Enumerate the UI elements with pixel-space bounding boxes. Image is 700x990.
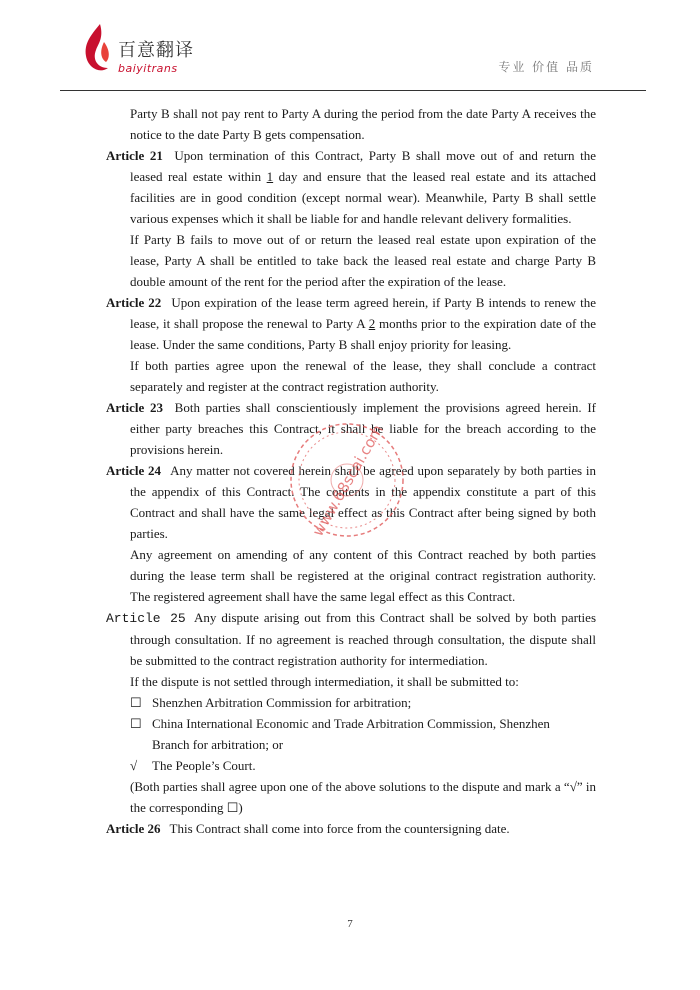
- article-text: Any matter not covered herein shall be agreed upon separately by both parties in the appendix of this Contract. The contents in the appendix constitute a part of this Contract and shall have the same legal effect as this Contract after being signed by both parties.: [130, 463, 596, 541]
- page-number: 7: [347, 918, 353, 930]
- option-peoples-court: [106, 755, 596, 776]
- article-label: Article 25: [106, 611, 186, 626]
- baiyi-logo: [80, 22, 210, 78]
- article-text: Both parties shall conscientiously implement the provisions agreed herein. If either party breaches this Contract, it shall be liable for the breach according to the provisions herein.: [130, 400, 596, 457]
- article-22: [106, 292, 596, 355]
- header-tagline: 专业 价值 品质: [498, 60, 594, 74]
- paragraph: Party B shall not pay rent to Party A during the period from the date Party A receives the notice to the date Party B gets compensation.: [130, 106, 596, 142]
- article-text: Upon termination of this Contract, Party B shall move out of and return the leased real estate within: [130, 148, 596, 184]
- page-header: [0, 0, 700, 92]
- article-text: months prior to the expiration date of the lease. Under the same conditions, Party B shall enjoy priority for leasing.: [130, 316, 597, 352]
- article-text: day and ensure that the leased real estate and its attached facilities are in good condition (except normal wear). Meanwhile, Party B shall settle various expenses which it shall be liable for and handle relevant delivery formalities.: [130, 169, 596, 226]
- article-label: Article 21: [106, 148, 163, 163]
- checkbox-empty-icon: ☐: [130, 695, 142, 710]
- article-25: [106, 607, 596, 671]
- article-label: Article 22: [106, 295, 162, 310]
- paragraph: If the dispute is not settled through intermediation, it shall be submitted to:: [130, 674, 519, 689]
- option-text: Shenzhen Arbitration Commission for arbitration;: [152, 695, 412, 710]
- option-arbitration-shenzhen: [106, 692, 596, 713]
- article-23: [106, 397, 596, 460]
- paragraph: If both parties agree upon the renewal of the lease, they shall conclude a contract separately and register at the contract registration authority.: [130, 358, 596, 394]
- article-label: Article 23: [106, 400, 163, 415]
- paragraph: Any agreement on amending of any content of this Contract reached by both parties during the lease term shall be registered at the original contract registration authority. The registered agreement shall have the same legal effect as this Contract.: [130, 547, 596, 604]
- option-text: The People’s Court.: [152, 758, 256, 773]
- option-text: China International Economic and Trade Arbitration Commission, Shenzhen: [152, 716, 550, 731]
- logo-english-text: baiyitrans: [118, 62, 178, 75]
- article-24: [106, 460, 596, 544]
- option-text-continued: Branch for arbitration; or: [152, 737, 284, 752]
- logo-chinese-text: 百意翻译: [118, 40, 194, 61]
- filled-value: 2: [368, 316, 376, 331]
- article-text: Upon expiration of the lease term agreed herein, if Party B intends to renew the lease, it shall propose the renewal to Party A: [130, 295, 596, 331]
- article-21: [106, 145, 596, 229]
- article-text: This Contract shall come into force from the countersigning date.: [169, 821, 510, 836]
- article-26: [106, 818, 596, 839]
- flame-logo-icon: [80, 22, 116, 78]
- check-mark-icon: √: [130, 758, 138, 773]
- article-text: Any dispute arising out from this Contract shall be solved by both parties through consultation. If no agreement is reached through consultation, the dispute shall be submitted to the contract registration authority for intermediation.: [130, 610, 596, 668]
- option-arbitration-cietac: [106, 713, 596, 755]
- stamp-text: www.68scai.com: [308, 421, 388, 540]
- contract-body: [106, 103, 596, 839]
- paragraph: If Party B fails to move out of or return the leased real estate upon expiration of the lease, Party A shall be entitled to take back the leased real estate and charge Party B double amount of the rent for the period after the expiration of the lease.: [130, 232, 596, 289]
- article-label: Article 24: [106, 463, 162, 478]
- header-divider: [60, 90, 646, 91]
- paragraph-note: (Both parties shall agree upon one of the above solutions to the dispute and mark a “√” in the corresponding ☐): [130, 779, 596, 815]
- article-label: Article 26: [106, 821, 161, 836]
- filled-value: 1: [266, 169, 274, 184]
- checkbox-empty-icon: ☐: [130, 716, 142, 731]
